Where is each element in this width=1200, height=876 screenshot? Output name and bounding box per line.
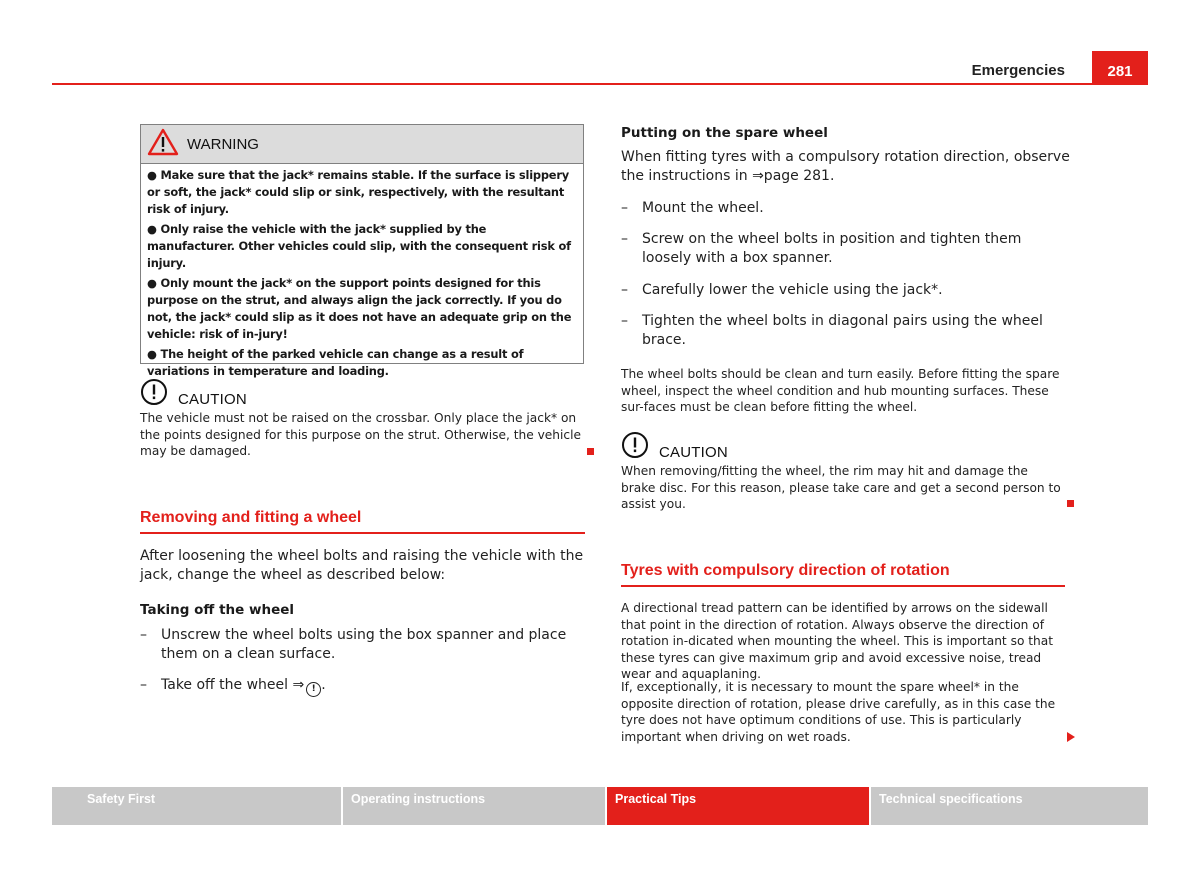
caution-left — [140, 378, 586, 460]
caution-circle-icon — [140, 378, 168, 410]
page-number: 281 — [1092, 51, 1148, 85]
caution-text: The vehicle must not be raised on the crossbar. Only place the jack* on the points designed for this purpose on the strut. Otherwise, the vehicle may be damaged. — [140, 411, 582, 458]
caution-title: CAUTION — [659, 443, 728, 461]
warning-item: ● Only mount the jack* on the support points designed for this purpose on the strut, and always align the jack correctly. If you do not, the jack* could slip as it does not have an adequate grip on the vehicle: risk of in-jury! — [147, 276, 572, 341]
warning-title: WARNING — [187, 135, 259, 153]
list-item: – Take off the wheel ⇒ ! . — [140, 676, 588, 697]
tab-technical-specifications[interactable]: Technical specifications — [871, 787, 1148, 825]
wheel-bolts-note: The wheel bolts should be clean and turn easily. Before fitting the spare wheel, inspect the wheel condition and hub mounting surfaces. These sur-faces must be clean before fitting the wheel. — [621, 367, 1060, 414]
caution-header — [140, 378, 586, 410]
warning-item: ● Make sure that the jack* remains stable. If the surface is slippery or soft, the jack* could slip or sink, respectively, with the resultant risk of injury. — [147, 168, 569, 216]
caution-right — [621, 431, 1061, 513]
putting-on-heading: Putting on the spare wheel — [621, 125, 828, 141]
caution-title: CAUTION — [178, 390, 247, 408]
list-item: – Unscrew the wheel bolts using the box spanner and place them on a clean surface. — [140, 626, 588, 664]
warning-body — [141, 164, 583, 380]
list-item: – Mount the wheel. — [621, 199, 1061, 218]
caution-header — [621, 431, 1061, 463]
list-item: – Tighten the wheel bolts in diagonal pairs using the wheel brace. — [621, 312, 1061, 350]
warning-item: ● Only raise the vehicle with the jack* supplied by the manufacturer. Other vehicles could slip, with the consequent risk of injury. — [147, 222, 571, 270]
continue-arrow-icon — [1067, 732, 1075, 742]
warning-triangle-icon — [147, 128, 179, 160]
section-title: Emergencies — [971, 62, 1065, 79]
warning-box — [140, 124, 584, 378]
removing-heading: Removing and fitting a wheel — [140, 509, 585, 534]
tyres-paragraph-1: A directional tread pattern can be identified by arrows on the sidewall that point in the direction of rotation. Always observe the direction of rotation in-dicated when mounting the wheel. This is important so that these tyres can give maximum grip and avoid excessive noise, tread wear and aquaplaning. — [621, 601, 1054, 681]
tab-practical-tips[interactable]: Practical Tips — [607, 787, 869, 825]
warning-header — [141, 125, 583, 164]
tyres-heading: Tyres with compulsory direction of rotation — [621, 562, 1065, 587]
list-item-label: Take off the wheel ⇒ — [161, 677, 305, 693]
end-of-section-marker — [587, 448, 594, 455]
caution-text: When removing/fitting the wheel, the rim may hit and damage the brake disc. For this reason, please take care and get a second person to assist you. — [621, 464, 1061, 511]
taking-off-heading: Taking off the wheel — [140, 602, 295, 618]
caution-reference-icon: ! — [306, 682, 321, 697]
end-of-section-marker — [1067, 500, 1074, 507]
footer-navigation — [52, 787, 1148, 825]
list-item: – Screw on the wheel bolts in position and tighten them loosely with a box spanner. — [621, 230, 1061, 268]
warning-item: ● The height of the parked vehicle can change as a result of variations in temperature and loading. — [147, 347, 524, 378]
tab-operating-instructions[interactable]: Operating instructions — [343, 787, 605, 825]
removing-intro: After loosening the wheel bolts and raising the vehicle with the jack, change the wheel as described below: — [140, 548, 584, 583]
tyres-paragraph-2: If, exceptionally, it is necessary to mount the spare wheel* in the opposite direction of rotation, please drive carefully, as in this case the tyre does not have optimum conditions of use. This is particularly important when driving on wet roads. — [621, 680, 1056, 744]
putting-on-intro: When fitting tyres with a compulsory rotation direction, observe the instructions in ⇒page 281. — [621, 149, 1070, 184]
header-rule — [52, 83, 1148, 85]
tab-safety-first[interactable]: Safety First — [52, 787, 341, 825]
caution-circle-icon — [621, 431, 649, 463]
list-item: – Carefully lower the vehicle using the jack*. — [621, 281, 1061, 300]
